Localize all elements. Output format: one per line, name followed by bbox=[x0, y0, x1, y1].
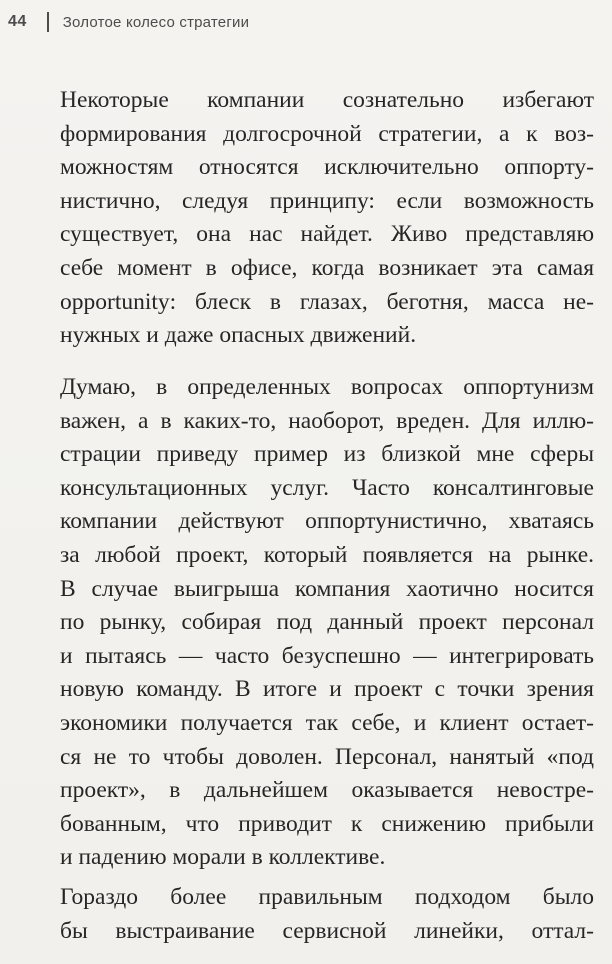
text-line: нужных и даже опасных движений. bbox=[60, 322, 417, 349]
text-line: новую команду. В итоге и проект с точки зрения bbox=[60, 676, 594, 703]
text-line: В случае выигрыша компания хаотично носится bbox=[60, 575, 594, 602]
text-line: opportunity: блеск в глазах, беготня, масса не- bbox=[60, 288, 594, 315]
text-line: формирования долгосрочной стратегии, а к воз- bbox=[60, 120, 594, 147]
text-line: консультационных услуг. Часто консалтинговые bbox=[60, 474, 594, 501]
paragraph-1 bbox=[60, 84, 594, 353]
text-line: важен, а в каких-то, наоборот, вреден. Для иллю- bbox=[60, 407, 594, 434]
book-title: Золотое колесо стратегии bbox=[62, 13, 250, 31]
text-line: страции приведу пример из близкой мне сферы bbox=[60, 441, 594, 468]
text-line: за любой проект, который появляется на рынке. bbox=[60, 541, 594, 568]
text-line: можностям относятся исключительно оппорту- bbox=[60, 154, 594, 181]
text-line: и падению морали в коллективе. bbox=[60, 844, 386, 871]
text-line: экономики получается так себе, и клиент остает- bbox=[60, 709, 594, 736]
page-number: 44 bbox=[8, 13, 27, 30]
text-line: существует, она нас найдет. Живо представляю bbox=[60, 221, 594, 248]
text-line: бованным, что приводит к снижению прибыли bbox=[60, 810, 594, 837]
text-line: себе момент в офисе, когда возникает эта самая bbox=[60, 254, 594, 281]
paragraph-2 bbox=[60, 371, 594, 875]
paragraph-3 bbox=[60, 881, 594, 948]
text-line: ся не то чтобы доволен. Персонал, нанятый «под bbox=[60, 743, 594, 770]
text-line: Гораздо более правильным подходом было bbox=[60, 884, 594, 910]
text-line: нистично, следуя принципу: если возможность bbox=[60, 187, 594, 214]
text-line: и пытаясь — часто безуспешно — интегрировать bbox=[60, 642, 594, 669]
running-header bbox=[8, 6, 249, 38]
text-line: проект», в дальнейшем оказывается невостре- bbox=[60, 777, 594, 804]
text-line: компании действуют оппортунистично, хватаясь bbox=[60, 508, 594, 535]
text-line: по рынку, собирая под данный проект персонал bbox=[60, 609, 594, 636]
text-line: бы выстраивание сервисной линейки, оттал- bbox=[60, 917, 594, 944]
text-line: Некоторые компании сознательно избегают bbox=[60, 87, 594, 113]
header-divider bbox=[47, 12, 49, 32]
text-line: Думаю, в определенных вопросах оппортунизм bbox=[60, 374, 594, 400]
